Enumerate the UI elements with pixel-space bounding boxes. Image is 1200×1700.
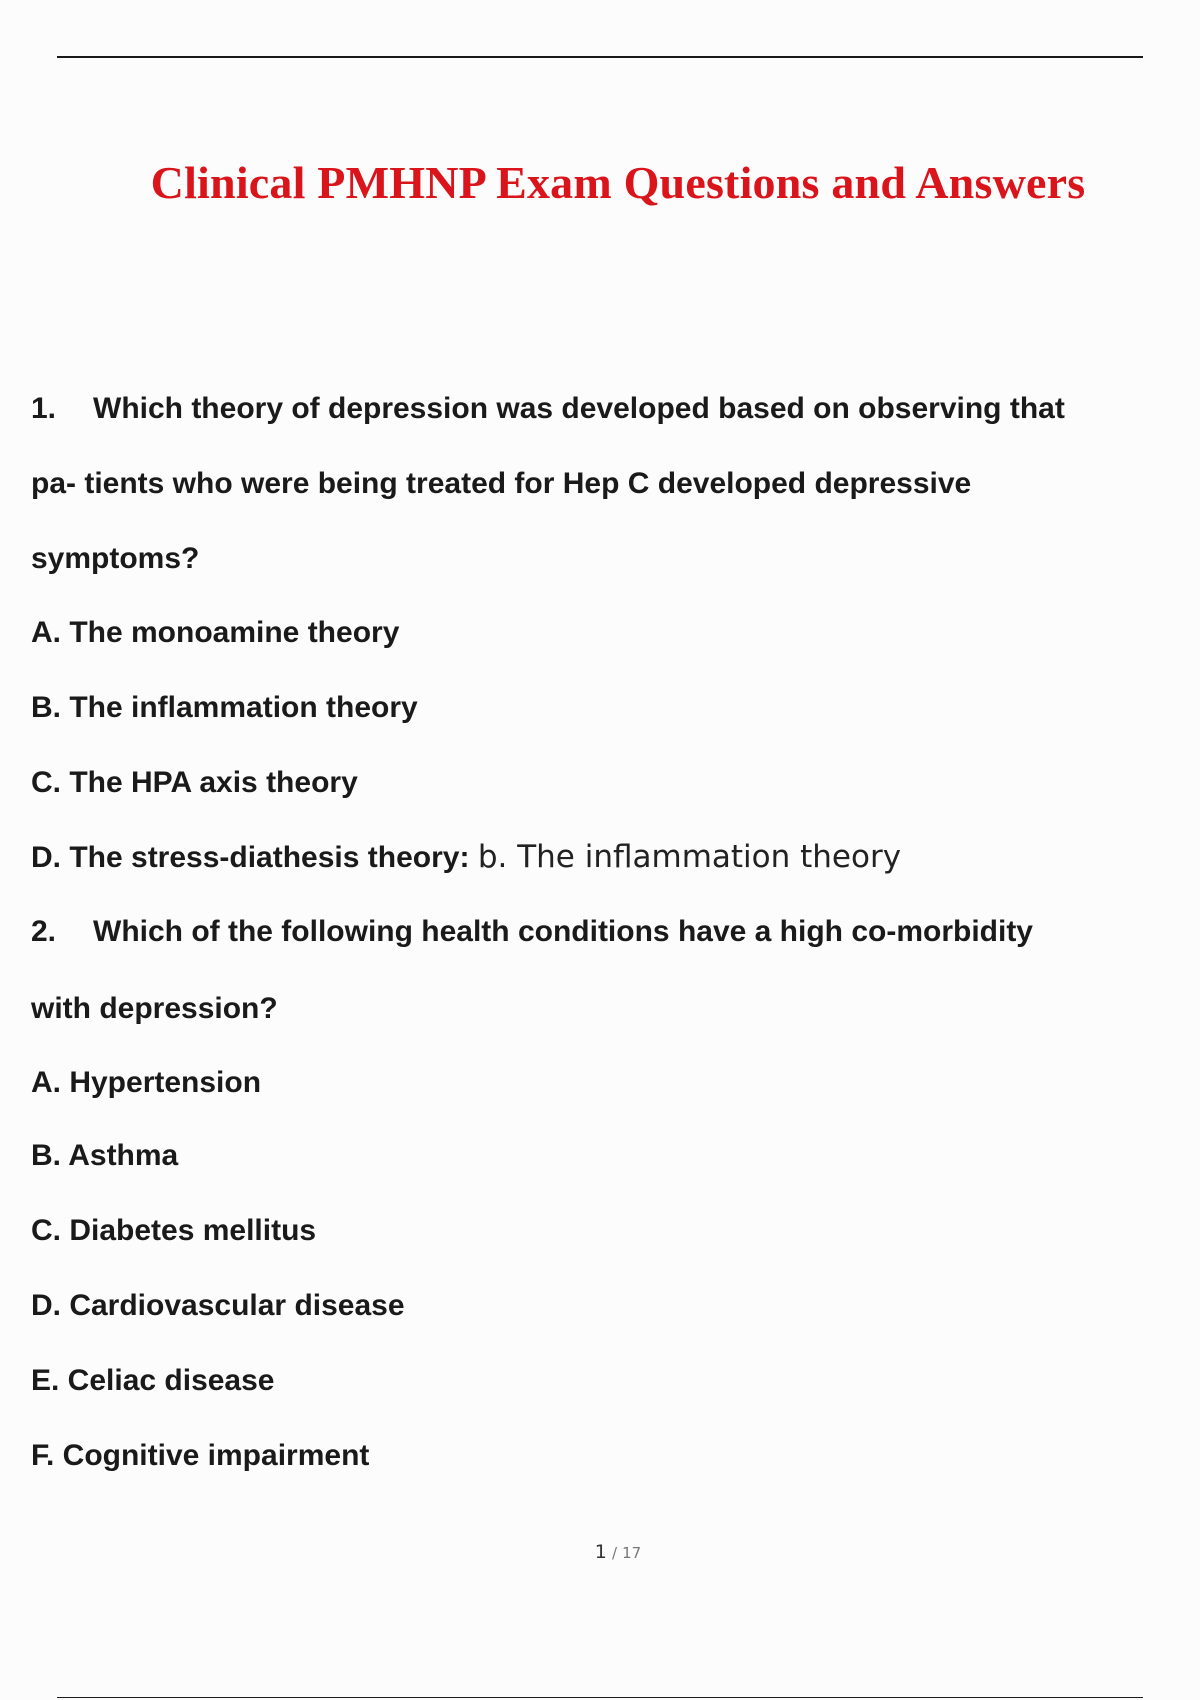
question-1-line-1: [31, 392, 1065, 426]
question-1-option-b: B. The inflammation theory: [31, 691, 418, 724]
question-number: 2.: [31, 915, 57, 948]
page-counter: [0, 1541, 1200, 1563]
question-1-option-c: C. The HPA axis theory: [31, 766, 358, 799]
question-1-option-a: A. The monoamine theory: [31, 616, 400, 649]
question-2-option-f: F. Cognitive impairment: [31, 1439, 370, 1472]
bottom-rule: [57, 1697, 1143, 1698]
question-2-option-e: E. Celiac disease: [31, 1364, 275, 1397]
question-number: 1.: [31, 392, 57, 425]
question-2-line-2: with depression?: [31, 992, 278, 1025]
page-separator: /: [611, 1544, 618, 1562]
total-pages: 17: [622, 1544, 642, 1562]
question-1-option-d-line: [31, 839, 901, 875]
top-rule: [57, 56, 1143, 58]
document-title: Clinical PMHNP Exam Questions and Answers: [150, 157, 1086, 208]
question-1-line-2: pa- tients who were being treated for Hep C developed depressive: [31, 467, 972, 500]
question-2-option-a: A. Hypertension: [31, 1066, 262, 1099]
question-prompt-text: Which theory of depression was developed based on observing that: [93, 392, 1065, 425]
question-1-line-3: symptoms?: [31, 542, 200, 575]
question-2-option-d: D. Cardiovascular disease: [31, 1289, 405, 1322]
question-1-answer: b. The inflammation theory: [477, 839, 902, 875]
question-prompt-text: Which of the following health conditions have a high co-morbidity: [93, 915, 1033, 948]
question-2-option-c: C. Diabetes mellitus: [31, 1214, 317, 1247]
question-2-option-b: B. Asthma: [31, 1139, 179, 1172]
current-page-number: 1: [594, 1541, 607, 1563]
question-1-option-d: D. The stress-diathesis theory:: [31, 841, 470, 874]
question-2-line-1: [31, 915, 1033, 949]
